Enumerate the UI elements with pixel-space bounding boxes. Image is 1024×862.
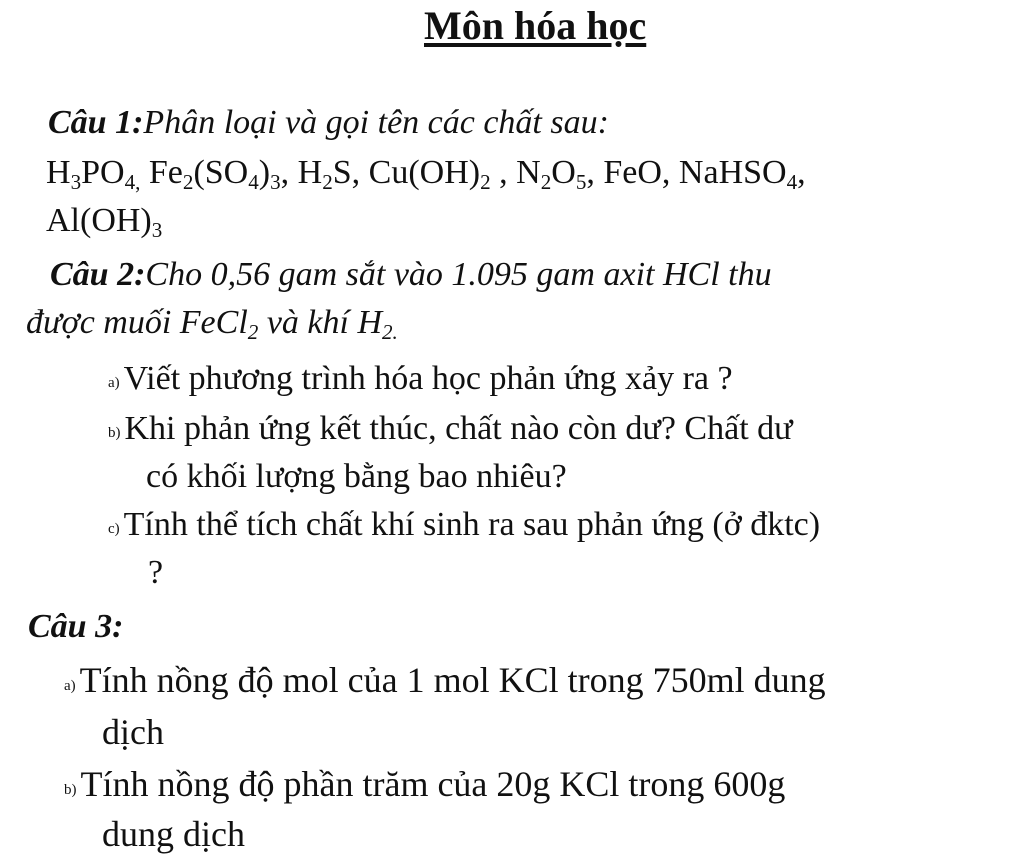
question-2-text-part-b: và khí H <box>258 304 382 341</box>
question-2-item-c <box>108 508 820 542</box>
question-3-item-a <box>64 662 826 698</box>
item-text: Viết phương trình hóa học phản ứng xảy ra ? <box>123 360 733 397</box>
question-1-heading <box>48 106 609 140</box>
question-1-formulas-line-1: $H_3PO_{4,}$ $Fe_2(SO_4)_3$, $H_2S$, $Cu(OH)_2$ , $N_2O_5$, FeO, NaHSO$_4$, <box>46 154 806 194</box>
item-marker: a) <box>108 375 120 391</box>
item-marker: b) <box>108 425 121 441</box>
subscript-2-period: 2. <box>382 319 398 344</box>
item-marker: b) <box>64 782 77 798</box>
question-3-item-a-continued: dịch <box>102 712 164 752</box>
question-3-item-b-continued: dung dịch <box>102 814 245 854</box>
question-2-heading <box>50 258 772 292</box>
question-2-item-b-continued: có khối lượng bằng bao nhiêu? <box>146 458 567 495</box>
item-text: Khi phản ứng kết thúc, chất nào còn dư? Chất dư <box>124 410 793 447</box>
question-1-text: Phân loại và gọi tên các chất sau: <box>143 104 609 141</box>
item-text: Tính nồng độ mol của 1 mol KCl trong 750ml dung <box>79 660 826 700</box>
question-2-label: Câu 2: <box>50 256 146 293</box>
item-marker: c) <box>108 521 120 537</box>
question-2-item-b <box>108 412 793 446</box>
subscript-2: 2 <box>247 319 259 344</box>
question-2-item-a <box>108 362 733 396</box>
question-2-item-c-continued: ? <box>148 554 164 591</box>
question-3-label: Câu 3: <box>28 608 124 645</box>
question-3-item-b <box>64 766 785 802</box>
item-marker: a) <box>64 678 76 694</box>
question-2-text-part-a: được muối FeCl <box>26 304 248 341</box>
question-2-text-line-2 <box>26 304 398 344</box>
item-text: Tính thể tích chất khí sinh ra sau phản ứng (ở đktc) <box>123 506 821 543</box>
question-1-label: Câu 1: <box>48 104 144 141</box>
question-1-formulas-line-2: $Al(OH)_3$ <box>46 202 163 242</box>
question-2-text-line-1: Cho 0,56 gam sắt vào 1.095 gam axit HCl thu <box>145 256 772 293</box>
page-title: Môn hóa học <box>424 3 647 48</box>
item-text: Tính nồng độ phần trăm của 20g KCl trong 600g <box>80 764 786 804</box>
